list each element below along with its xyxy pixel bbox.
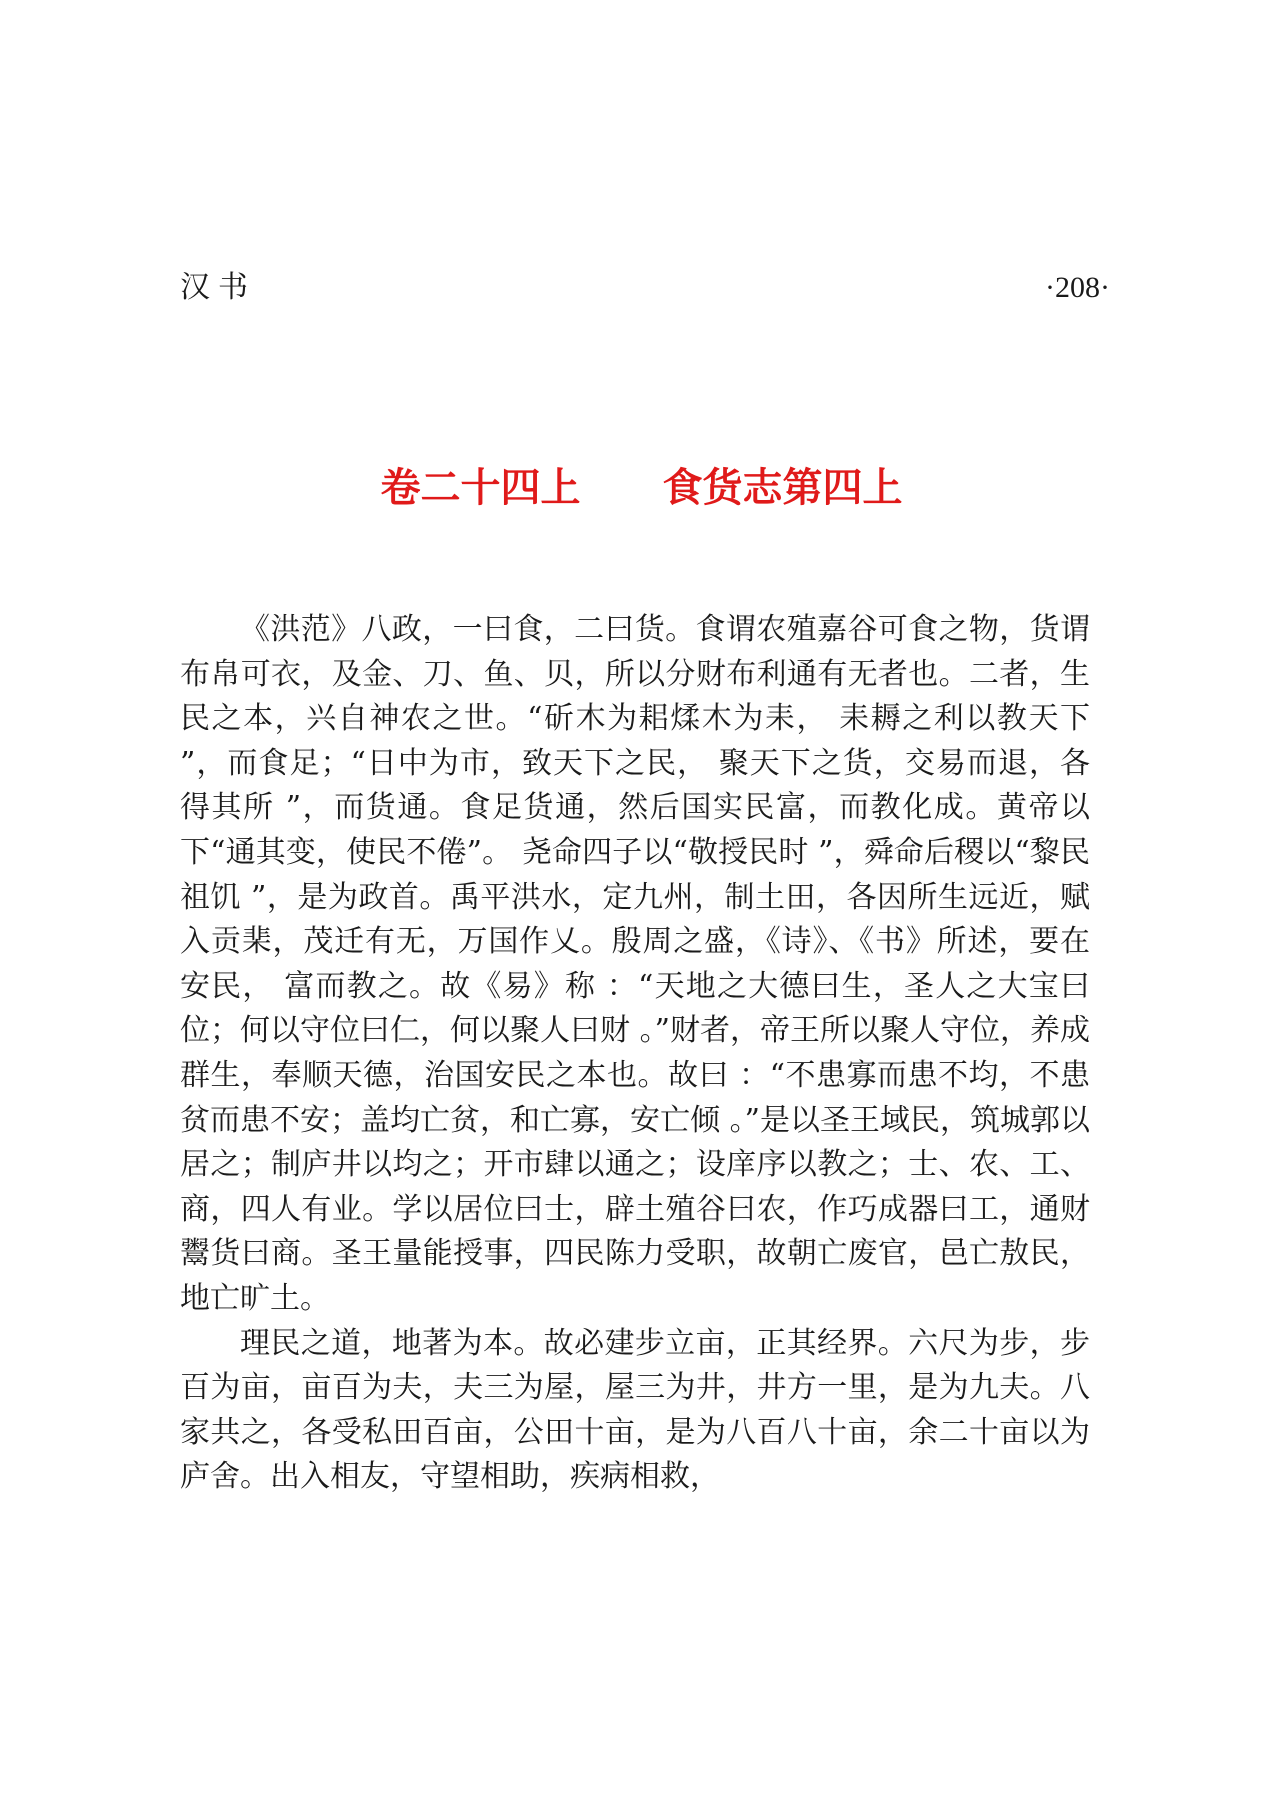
- paragraph-1: 《洪范》八政，一曰食，二曰货。食谓农殖嘉谷可食之物，货谓布帛可衣，及金、刀、鱼、贝，所以分财布利通有无者也。二者，生民之本，兴自神农之世。“斫木为耜煣木为耒， 耒耨之利以教天下 ”，而食足；“日中为市，致天下之民， 聚天下之货，交易而退，各得其所 ”，而货通。食足货通，然后国实民富，而教化成。黄帝以下“通其变，使民不倦”。 尧命四子以“敬授民时 ”，舜命后稷以“黎民祖饥 ”，是为政首。禹平洪水，定九州，制土田，各因所生远近，赋入贡棐，茂迁有无，万国作乂。殷周之盛，《诗》、《书》所述，要在安民， 富而教之。故《易》称 ：“天地之大德曰生，圣人之大宝曰位；何以守位曰仁，何以聚人曰财 。”财者，帝王所以聚人守位，养成群生，奉顺天德，治国安民之本也。故曰 ：“不患寡而患不均，不患贫而患不安；盖均亡贫，和亡寡，安亡倾 。”是以圣王域民，筑城郭以居之；制庐井以均之；开市肆以通之；设庠序以教之；士、农、工、商，四人有业。学以居位曰士，辟土殖谷曰农，作巧成器曰工，通财鬻货曰商。圣王量能授事，四民陈力受职，故朝亡废官，邑亡敖民，地亡旷土。: [180, 612, 1090, 1316]
- chapter-title: [0, 460, 1283, 516]
- page-number: ·208·: [1045, 271, 1110, 304]
- chapter-name: 食货志第四上: [662, 465, 903, 511]
- running-head-book-title: 汉书: [180, 270, 256, 305]
- paragraph-2: 理民之道，地著为本。故必建步立亩，正其经界。六尺为步，步百为亩，亩百为夫，夫三为屋，屋三为井，井方一里，是为九夫。八家共之，各受私田百亩，公田十亩，是为八百八十亩，余二十亩以为庐舍。出入相友，守望相助，疾病相救，: [180, 1325, 1090, 1495]
- body-text: [180, 608, 1090, 1500]
- chapter-volume: 卷二十四上: [380, 465, 581, 511]
